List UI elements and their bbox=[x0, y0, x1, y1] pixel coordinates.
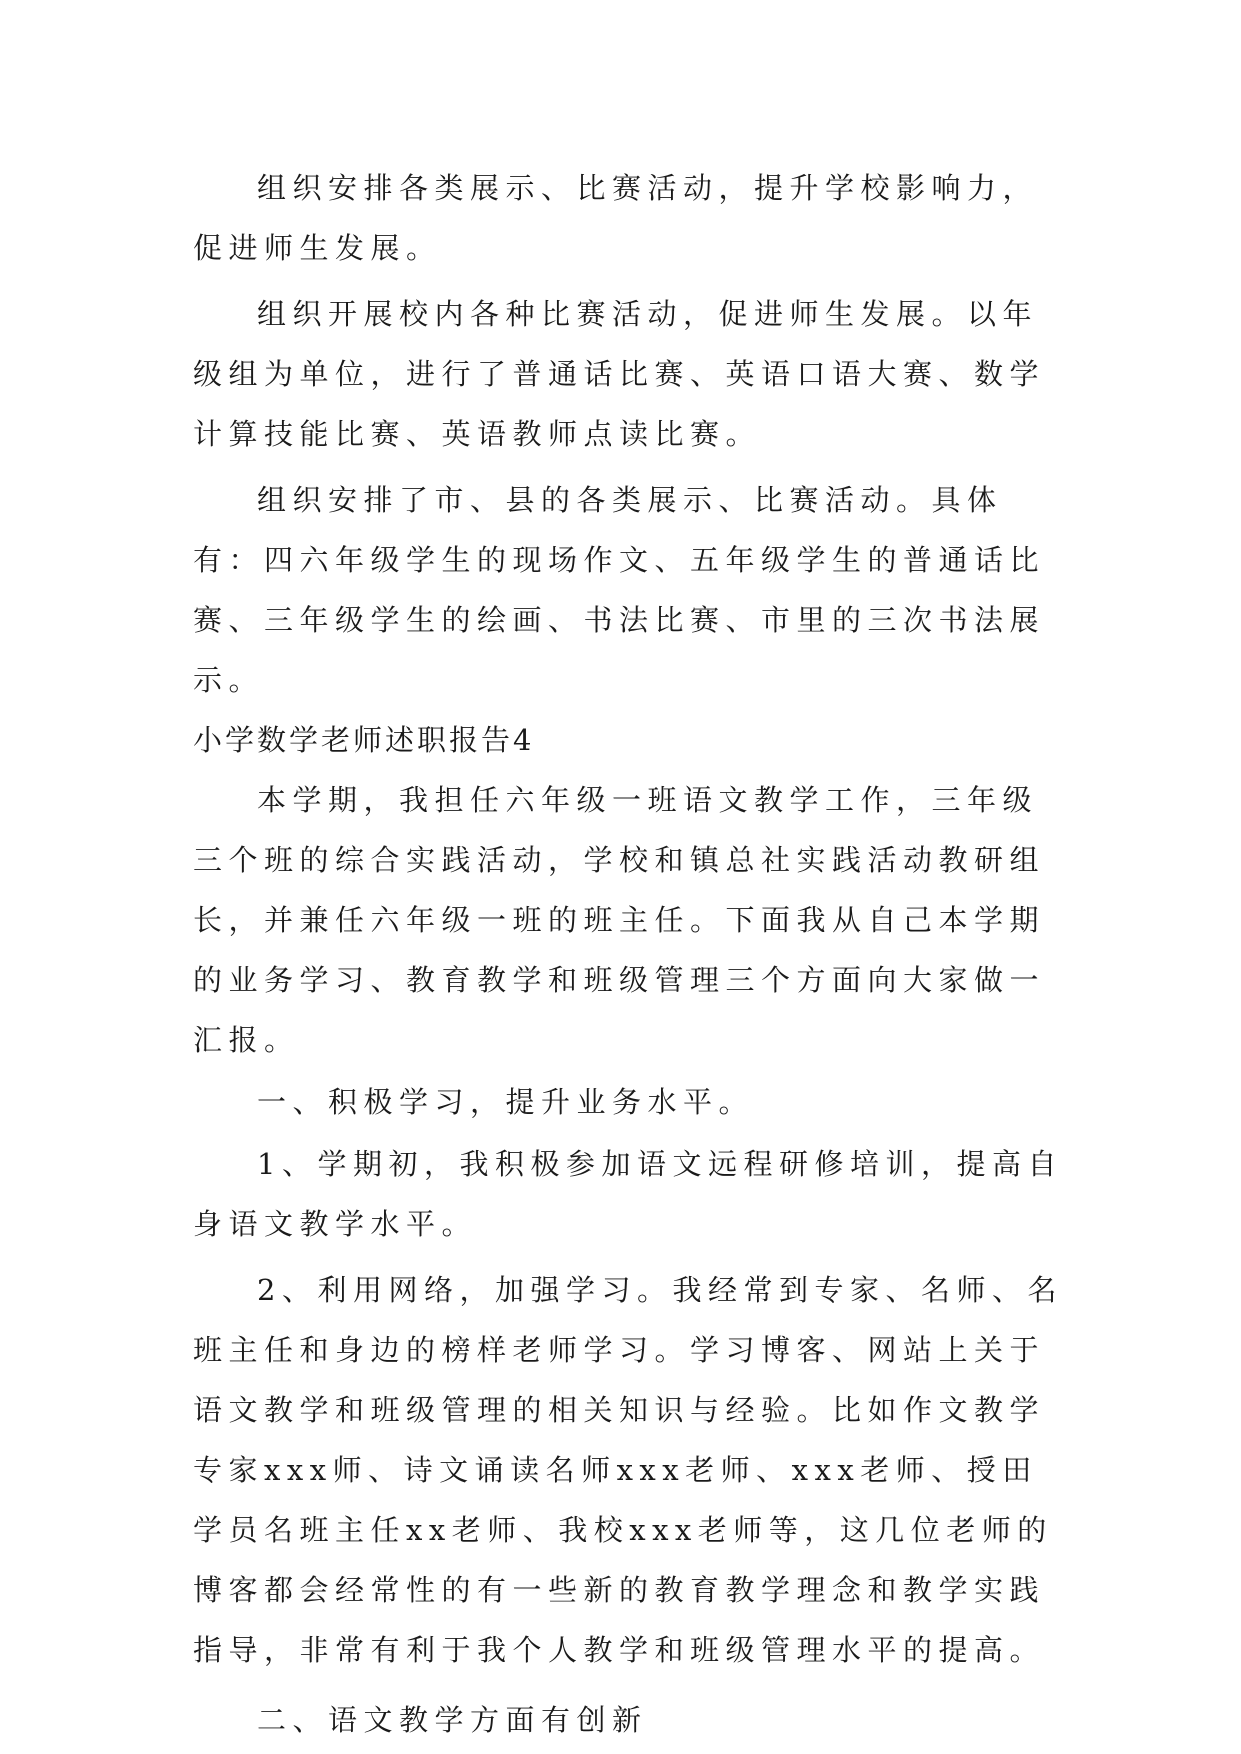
paragraph-remote-training: 1、学期初，我积极参加语文远程研修培训，提高自身语文教学水平。 bbox=[193, 1147, 1063, 1241]
paragraph-online-learning: 2、利用网络，加强学习。我经常到专家、名师、名班主任和身边的榜样老师学习。学习博客、网站上关于语文教学和班级管理的相关知识与经验。比如作文教学专家xxx师、诗文诵读名师xxx老师、xxx老师、授田学员名班主任xx老师、我校xxx老师等，这几位老师的博客都会经常性的有一些新的教育教学理念和教学实践指导，非常有利于我个人教学和班级管理水平的提高。 bbox=[193, 1273, 1063, 1667]
paragraph-school-competitions: 组织开展校内各种比赛活动，促进师生发展。以年级组为单位，进行了普通话比赛、英语口语大赛、数学计算技能比赛、英语教师点读比赛。 bbox=[193, 297, 1046, 451]
paragraph-activities-intro: 组织安排各类展示、比赛活动，提升学校影响力，促进师生发展。 bbox=[193, 171, 1039, 265]
subheading-active-learning: 一、积极学习，提升业务水平。 bbox=[257, 1085, 755, 1119]
subheading-teaching-innovation: 二、语文教学方面有创新 bbox=[257, 1703, 648, 1737]
document-body bbox=[193, 158, 1073, 1750]
paragraph-city-county-activities: 组织安排了市、县的各类展示、比赛活动。具体有：四六年级学生的现场作文、五年级学生的普通话比赛、三年级学生的绘画、书法比赛、市里的三次书法展示。 bbox=[193, 483, 1046, 697]
section-heading-report-4: 小学数学老师述职报告4 bbox=[193, 723, 535, 757]
paragraph-semester-duties: 本学期，我担任六年级一班语文教学工作，三年级三个班的综合实践活动，学校和镇总社实践活动教研组长，并兼任六年级一班的班主任。下面我从自己本学期的业务学习、教育教学和班级管理三个方面向大家做一汇报。 bbox=[193, 783, 1046, 1057]
